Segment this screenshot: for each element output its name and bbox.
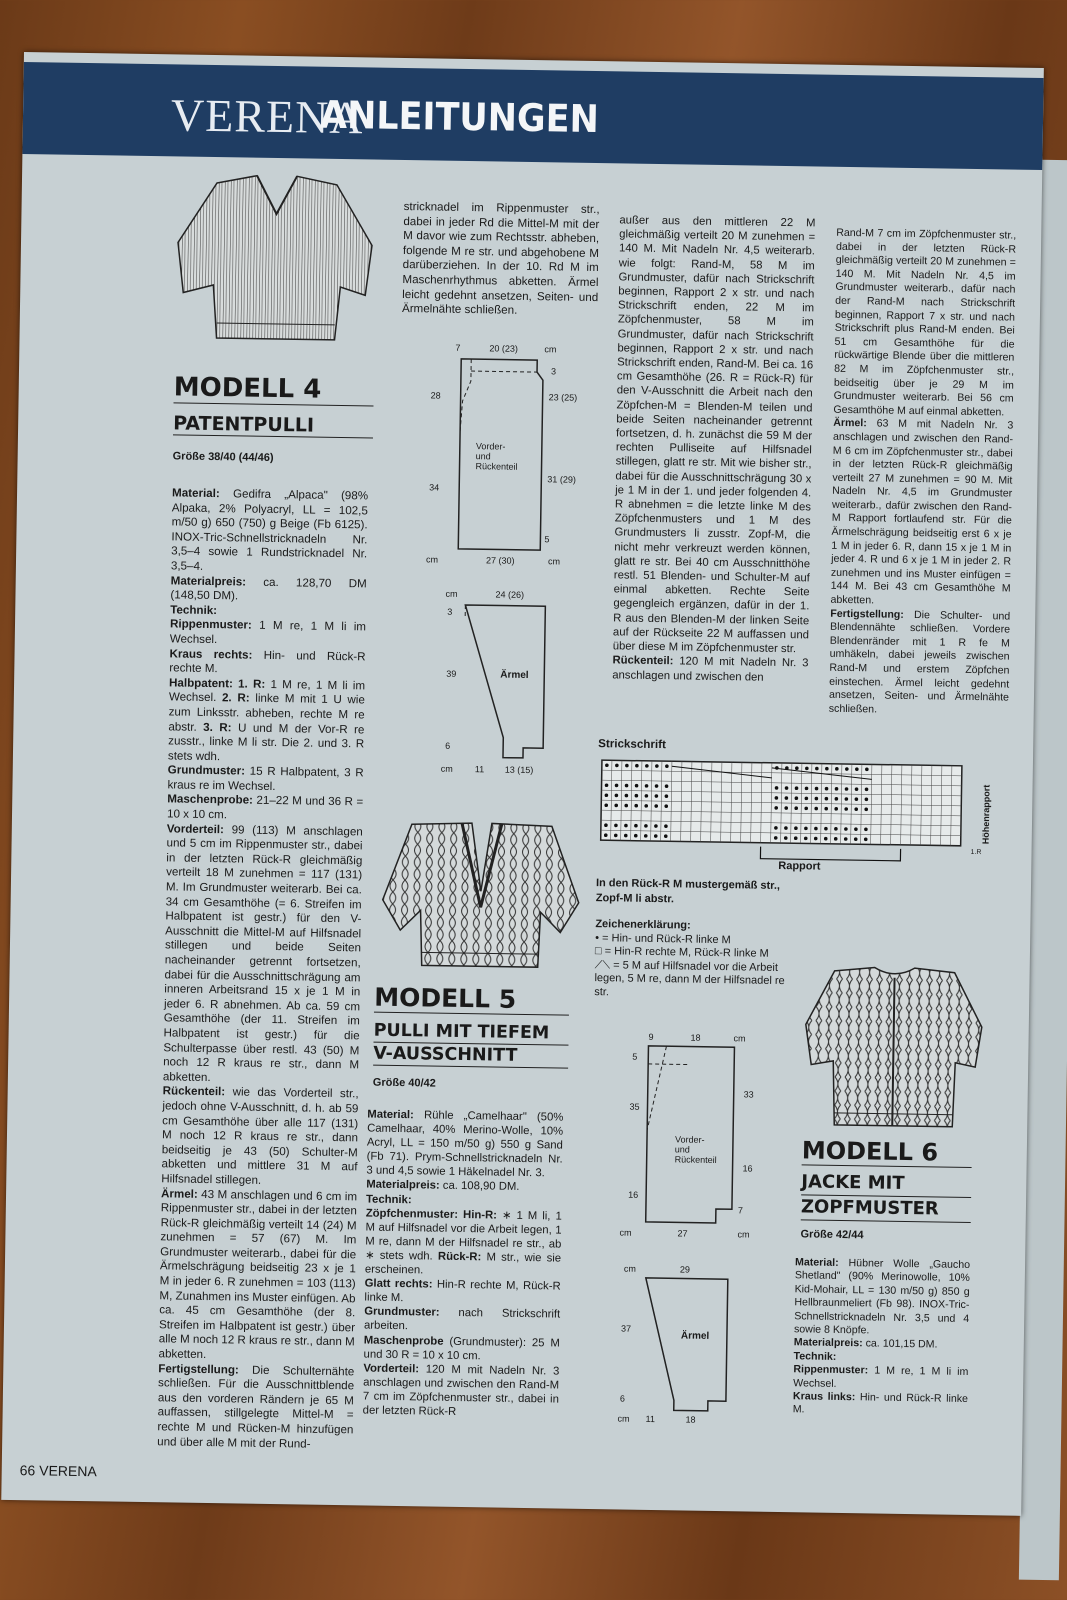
vorder-label: Vorderteil: bbox=[363, 1362, 420, 1376]
grund-label: Grundmuster: bbox=[364, 1305, 440, 1319]
dim-label: 31 (29) bbox=[547, 474, 576, 485]
col4-text: Rand-M 7 cm im Zöpfchenmuster str., dabei in der letzten Rück-R gleichmäßig verteilt 20 M zunehmen = 140 M. Mit Nadeln Nr. 4,5 im Grundmuster weiterarb., dafür nach der Rand-M nach Strickschrift beginnen, Rapport 7 x str. und nach Strickschrift plus Rand-M enden. Bei 51 cm Gesamthöhe für die rückwärtige Blende über die mittleren 82 M im Zöpfchenmuster str., beidseitig über je 29 M im Grundmuster weiterarb. Bei 56 cm Gesamthöhe M auf einmal abketten. bbox=[833, 226, 1017, 419]
rapport-label: Rapport bbox=[778, 859, 821, 873]
magazine-page bbox=[1, 52, 1044, 1516]
maschen-label: Maschenprobe bbox=[363, 1333, 444, 1348]
kraus-text: Hin- und Rück-R linke M. bbox=[792, 1391, 969, 1416]
dim-label: 7 bbox=[455, 342, 461, 353]
chart-title: Strickschrift bbox=[598, 737, 666, 752]
dim-label: 35 bbox=[629, 1101, 640, 1112]
dim-label: 11 bbox=[474, 764, 485, 775]
rippen-text: 1 M re, 1 M li im Wechsel. bbox=[169, 619, 367, 647]
technik-label: Technik: bbox=[170, 603, 218, 617]
chart-note: In den Rück-R M mustergemäß str., Zopf-M li abstr. bbox=[595, 877, 781, 905]
dim-label: cm bbox=[737, 1229, 750, 1240]
zopf-label: Zöpfchenmuster: Hin-R: bbox=[365, 1207, 498, 1222]
rippen-label: Rippenmuster: bbox=[169, 617, 252, 632]
dim-label: 23 (25) bbox=[548, 392, 578, 403]
price-label: Materialpreis: bbox=[366, 1178, 440, 1193]
dim-label: 9 bbox=[648, 1031, 654, 1043]
price-text: ca. 108,90 DM. bbox=[442, 1180, 520, 1194]
dim-label: 5 bbox=[544, 534, 550, 545]
halb-r3-text: U und M der Vor-R re zusstr., linke M li str. Die 2. und 3. R stets wdh. bbox=[167, 720, 365, 763]
material-label: Material: bbox=[171, 486, 220, 501]
rippen-label: Rippenmuster: bbox=[793, 1363, 869, 1377]
header-banner bbox=[22, 62, 1043, 170]
rippen-text: 1 M re, 1 M li im Wechsel. bbox=[793, 1364, 969, 1390]
schematic-modell4-sleeve bbox=[423, 586, 576, 778]
modell4-size: Größe 38/40 (44/46) bbox=[172, 450, 274, 464]
dim-label: 18 bbox=[685, 1414, 696, 1425]
halb-r3-label: 3. R: bbox=[203, 720, 232, 734]
row-label: 1.R bbox=[970, 848, 982, 857]
dim-label: 16 bbox=[742, 1163, 753, 1174]
col3-text: außer aus den mittleren 22 M gleichmäßig verteilt 20 M zunehmen = 140 M. Mit Nadeln Nr. 4,5 weiterarb. wie folgt: Rand-M, 58 M im Grundmuster, dafür nach Strickschrift beginnen, Rapport 2 x str. und nach Strickschrift enden, 22 M im Zöpfchenmuster, 58 M im Grundmuster, dafür nach Strickschrift beginnen, Rapport 2 x str. und nach Strickschrift enden, Rand-M. Bei ca. 16 cm Gesamthöhe (26. R = Rück-R) für den V-Ausschnitt die Arbeit nach den Zöpfchen-M = Blenden-M teilen und beide Seiten nacheinander getrennt fortsetzen, d. h. zunächst die 59 M der rechten Pulliseite auf Hilfsnadel stillegen, glatt re str. Mit wie bisher str., dabei für die Ausschnittschrägung 30 x je 1 M in der 1. und jeder folgenden 4. R abnehmen = die letzte linke M des Zöpfchenmusters und 1 M des Grundmusters li zusstr. Zopf-M, die nicht mehr verkreuzt werden können, glatt re str. Bei 40 cm Ausschnitthöhe restl. 51 Blenden- und Schulter-M auf einmal abketten. Rechte Seite gegengleich ergänzen, dafür in der 1. R aus den Blenden-M der linken Seite auf der Rückseite 22 M auffassen und über diese M im Zöpfchenmuster str. bbox=[612, 214, 816, 656]
dim-label: 11 bbox=[645, 1413, 656, 1425]
vorder-text: 99 (113) M anschlagen und 5 cm im Rippenmuster str., dabei in der letzten Rück-R gleichmäßig verteilt 18 M zunehmen = 117 (131) M. Im Grundmuster weiterarb. Bei ca. 34 cm Gesamthöhe (= 6. Streifen im Halbpatent ist gestr.) für den V-Ausschnitt die Mittel-M auf Hilfsnadel stillegen und beide Seiten nacheinander getrennt fortsetzen, dabei für die Ausschnittschrägung am inneren Arbeitsrand 15 x je 1 M in jeder 6. R abnehmen. Ab ca. 59 cm Gesamthöhe (der 11. Streifen im Halbpatent ist gestr.) für die Schulterpasse über restl. 43 (50) M noch 12 R kraus re str., dann M abketten. bbox=[162, 823, 363, 1084]
dim-label: 28 bbox=[430, 390, 441, 401]
schematic-modell5-sleeve bbox=[607, 1261, 760, 1433]
fertig-text: Die Schulternähte schließen. Für die Ausschnittblende aus den vorderen Rändern je 65 M auffassen, stillgelegte Mittel-M = rechte M und Rücken-M hinzufügen und über alle M mit der Rund- bbox=[157, 1363, 355, 1451]
dim-label: 37 bbox=[620, 1323, 632, 1334]
dim-label: 33 bbox=[743, 1089, 754, 1100]
vorder-text: 120 M mit Nadeln Nr. 3 anschlagen und zwischen den Rand-M 7 cm im Zöpfchenmuster str., dabei in der letzten Rück-R bbox=[362, 1363, 560, 1418]
diagram-label: Vorder- bbox=[674, 1134, 705, 1145]
dim-label: cm bbox=[426, 554, 439, 565]
halb-r1-label: 1. R: bbox=[238, 677, 266, 691]
zopf-r-text: M str., wie sie erscheinen. bbox=[364, 1251, 562, 1277]
dim-label: cm bbox=[619, 1227, 632, 1238]
material-text: Rühle „Camelhaar" (50% Camelhaar, 40% Merino-Wolle, 10% Acryl, LL = 150 m/50 g) 550 g Sand (Fb 71). Prym-Schnellstricknadeln Nr. 3 und 4,5 sowie 1 Häkelnadel Nr. 3. bbox=[366, 1109, 564, 1180]
modell6-size: Größe 42/44 bbox=[800, 1228, 864, 1242]
maschen-text: 21–22 M und 36 R = 10 x 10 cm. bbox=[166, 794, 364, 822]
dim-label: 16 bbox=[628, 1189, 639, 1200]
diagram-label: Ärmel bbox=[500, 669, 529, 682]
dim-label: 27 bbox=[677, 1228, 688, 1239]
legend-item: = Hin- und Rück-R linke M bbox=[601, 931, 731, 946]
dim-label: cm bbox=[544, 344, 557, 355]
dim-label: 18 bbox=[690, 1032, 701, 1043]
material-label: Material: bbox=[794, 1256, 839, 1269]
diagram-label: Rückenteil bbox=[475, 461, 518, 472]
dim-label: 27 (30) bbox=[485, 555, 515, 566]
modell5-instructions-col3 bbox=[612, 213, 815, 685]
dim-label: cm bbox=[617, 1413, 630, 1424]
dim-label: 3 bbox=[447, 606, 453, 617]
grund-text: 15 R Halbpatent, 3 R kraus re im Wechsel. bbox=[167, 764, 364, 793]
schematic-modell5-body bbox=[605, 1029, 778, 1247]
fertig-label: Fertigstellung: bbox=[158, 1361, 239, 1377]
modell6-instructions bbox=[793, 1256, 971, 1420]
aermel-label: Ärmel: bbox=[833, 417, 867, 430]
rueck-label: Rückenteil: bbox=[612, 654, 674, 668]
material-text: Hübner Wolle „Gaucho Shetland" (90% Merinowolle, 10% Kid-Mohair, LL = 130 m/50 g) 850 g Hellbraunmeliert (Fb 98). INOX-Tric-Schnellstricknadeln Nr. 3,5 und 4 sowie 8 Knöpfe. bbox=[793, 1257, 971, 1337]
jacket-illustration-modell6 bbox=[802, 964, 985, 1132]
modell5-name-line2: V-AUSSCHNITT bbox=[373, 1043, 568, 1069]
vorder-label: Vorderteil: bbox=[166, 821, 225, 836]
modell4-number: MODELL 4 bbox=[173, 372, 373, 406]
legend bbox=[594, 918, 795, 1002]
diagram-label: Rückenteil bbox=[674, 1154, 717, 1166]
dim-label: 6 bbox=[445, 740, 451, 751]
grund-label: Grundmuster: bbox=[167, 763, 246, 778]
modell6-name-line1: JACKE MIT bbox=[801, 1170, 971, 1198]
glatt-text: Hin-R rechte M, Rück-R linke M. bbox=[364, 1278, 561, 1305]
halb-r1-text: 1 M re, 1 M li im Wechsel. bbox=[168, 677, 366, 705]
zopf-text: ∗ 1 M li, 1 M auf Hilfsnadel vor die Arbeit legen, 1 M re, dann M der Hilfsnadel re str., ab ∗ stets wdh. bbox=[365, 1209, 562, 1263]
price-text: ca. 101,15 DM. bbox=[865, 1337, 938, 1351]
modell6-title bbox=[802, 1136, 972, 1168]
rueck-label: Rückenteil: bbox=[162, 1084, 226, 1099]
modell4-instructions-cont: stricknadel im Rippenmuster str., dabei in jeder Rd die Mittel-M mit der M davor wie zum Rechtsstr. abheben, folgende M re str. und abgehobene M darüberziehen. In der 10. Rd M im Maschenrhythmus abketten. Ärmel leicht gedehnt ansetzen, Seiten- und Ärmelnähte schließen. bbox=[401, 199, 600, 317]
cable-cross-icon: ⟋⟍ bbox=[594, 958, 611, 971]
halb-r2-label: 2. R: bbox=[221, 691, 250, 705]
page-number: 66 VERENA bbox=[19, 1462, 97, 1480]
modell6-name bbox=[801, 1170, 972, 1223]
fertig-text: Die Schulter- und Blendennähte schließen. Vordere Blendenränder mit 1 R fe M umhäkeln, dabei jeweils zwischen Rand-M und erstem Zöpfchen einstechen. Ärmel leicht gedehnt ansetzen, Seiten- und Ärmelnähte schließen. bbox=[828, 608, 1011, 716]
aermel-text: 63 M mit Nadeln Nr. 3 anschlagen und zwischen den Rand-M 6 cm im Zöpfchenmuster str., dabei in der letzten Rück-R gleichmäßig verteilt 27 M zunehmen = 90 M. Mit Nadeln Nr. 4,5 im Grundmuster weiterarb., dafür zwischen den Rand-M Rapport fortlaufend str. Für die Ärmelschrägung beidseitig erst 6 x je 1 M in jeder 6. R, dann 15 x je 1 M in jeder 4. R und 6 x je 1 M in jeder 2. R zunehmen und ins Muster einfügen = 144 M. Bei 43 cm Gesamthöhe M abketten. bbox=[830, 417, 1014, 607]
legend-title: Zeichenerklärung: bbox=[595, 918, 691, 932]
diagram-label: Vorder- bbox=[475, 441, 506, 452]
rueck-text: wie das Vorderteil str., jedoch ohne V-Ausschnitt, d. h. ab 59 cm Gesamthöhe über alle 117 (131) M noch 12 R kraus re str., dann beidseitig je 43 (50) Schulter-M abketten und mittlere 31 M auf Hilfsnadel stillegen. bbox=[161, 1085, 359, 1187]
modell4-name bbox=[173, 412, 373, 438]
halb-r2-text: linke M mit 1 U wie zum Linksstr. abheben, rechte M re abstr. bbox=[168, 692, 365, 734]
dim-label: cm bbox=[547, 556, 561, 567]
dim-label: 3 bbox=[550, 366, 557, 377]
technik-label: Technik: bbox=[793, 1350, 837, 1363]
diagram-label: und bbox=[674, 1144, 690, 1155]
modell5-number: MODELL 5 bbox=[374, 983, 569, 1016]
fertig-label: Fertigstellung: bbox=[830, 607, 904, 621]
maschen-text: (Grundmuster): 25 M und 30 R = 10 x 10 cm. bbox=[363, 1335, 560, 1362]
dim-label: 39 bbox=[446, 668, 457, 679]
dim-label: cm bbox=[733, 1033, 746, 1044]
modell4-name-text: PATENTPULLI bbox=[173, 412, 373, 438]
dim-label: cm bbox=[440, 763, 453, 774]
diagram-label: und bbox=[475, 451, 491, 462]
modell6-number: MODELL 6 bbox=[802, 1136, 972, 1168]
sweater-illustration-modell5 bbox=[380, 820, 582, 973]
aermel-text: 43 M anschlagen und 6 cm im Rippenmuster str., dabei in der letzten Rück-R gleichmäßig verteilt 14 (24) M zunehmen = 57 (67) M. Im Grundmuster weiterarb., dabei für die Ärmelschrägung beidseitig 23 x je 1 M in jeder 6. R zunehmen = 103 (113) M, Zunahmen ins Muster einfügen. Ab ca. 45 cm Gesamthöhe (der 8. Streifen im Halbpatent ist gestr.) über alle M noch 12 R kraus re str., dann M abketten. bbox=[158, 1187, 358, 1362]
section-title: ANLEITUNGEN bbox=[319, 92, 600, 142]
halb-label: Halbpatent: bbox=[169, 676, 233, 691]
kraus-label: Kraus rechts: bbox=[169, 646, 253, 662]
diagram-label: Ärmel bbox=[680, 1330, 710, 1342]
knitting-chart bbox=[596, 756, 998, 877]
legend-item: = Hin-R rechte M, Rück-R linke M bbox=[604, 945, 769, 960]
dim-label: 29 bbox=[679, 1264, 691, 1275]
dot-symbol-icon: • bbox=[595, 931, 600, 944]
kraus-text: Hin- und Rück-R rechte M. bbox=[169, 648, 366, 676]
dim-label: 13 (15) bbox=[504, 764, 534, 776]
empty-square-icon: □ bbox=[594, 945, 602, 958]
material-text: Gedifra „Alpaca" (98% Alpaka, 2% Polyacryl, LL = 102,5 m/50 g) 650 (750) g Beige (Fb 6125). INOX-Tric-Schnellstricknadeln Nr. 3,5–4 sowie 1 Rundstricknadel Nr. 3,5–4. bbox=[170, 487, 369, 573]
modell5-name bbox=[373, 1020, 569, 1069]
price-text: ca. 128,70 DM (148,50 DM). bbox=[170, 575, 367, 603]
dim-label: cm bbox=[623, 1263, 637, 1274]
dim-label: cm bbox=[445, 588, 458, 599]
chart-grid bbox=[600, 760, 961, 862]
hoehenrapport-label: Höhenrapport bbox=[980, 784, 992, 845]
aermel-label: Ärmel: bbox=[160, 1186, 198, 1201]
material-label: Material: bbox=[367, 1108, 414, 1122]
modell4-instructions bbox=[157, 486, 368, 1452]
modell4-title bbox=[173, 372, 373, 406]
modell5-instructions-col4 bbox=[829, 227, 1017, 719]
grund-text: nach Strickschrift arbeiten. bbox=[363, 1307, 561, 1333]
kraus-label: Kraus links: bbox=[792, 1390, 856, 1404]
dim-label: 5 bbox=[632, 1051, 638, 1062]
price-label: Materialpreis: bbox=[170, 573, 247, 589]
sweater-illustration-modell4 bbox=[174, 172, 377, 345]
glatt-label: Glatt rechts: bbox=[364, 1277, 433, 1291]
dim-label: 20 (23) bbox=[489, 343, 519, 354]
price-label: Materialpreis: bbox=[793, 1336, 863, 1350]
dim-label: 6 bbox=[619, 1393, 626, 1404]
dim-label: 7 bbox=[737, 1205, 743, 1216]
maschen-label: Maschenprobe: bbox=[167, 792, 254, 808]
legend-item: = 5 M auf Hilfsnadel vor die Arbeit legen, 5 M re, dann M der Hilfsnadel re str. bbox=[594, 958, 785, 998]
modell5-size: Größe 40/42 bbox=[372, 1076, 436, 1090]
dim-label: 24 (26) bbox=[495, 589, 525, 600]
schematic-modell4-body bbox=[416, 340, 590, 573]
brand-logo: VERENA bbox=[170, 89, 364, 144]
modell5-name-line1: PULLI MIT TIEFEM bbox=[373, 1020, 568, 1046]
dim-label: 34 bbox=[429, 482, 440, 493]
modell5-instructions bbox=[363, 1108, 564, 1421]
technik-label: Technik: bbox=[365, 1193, 412, 1206]
modell5-title bbox=[374, 983, 569, 1016]
modell6-name-line2: ZOPFMUSTER bbox=[801, 1195, 971, 1223]
zopf-r-label: Rück-R: bbox=[437, 1250, 482, 1264]
rueck-text: 120 M mit Nadeln Nr. 3 anschlagen und zwischen den bbox=[612, 655, 809, 684]
